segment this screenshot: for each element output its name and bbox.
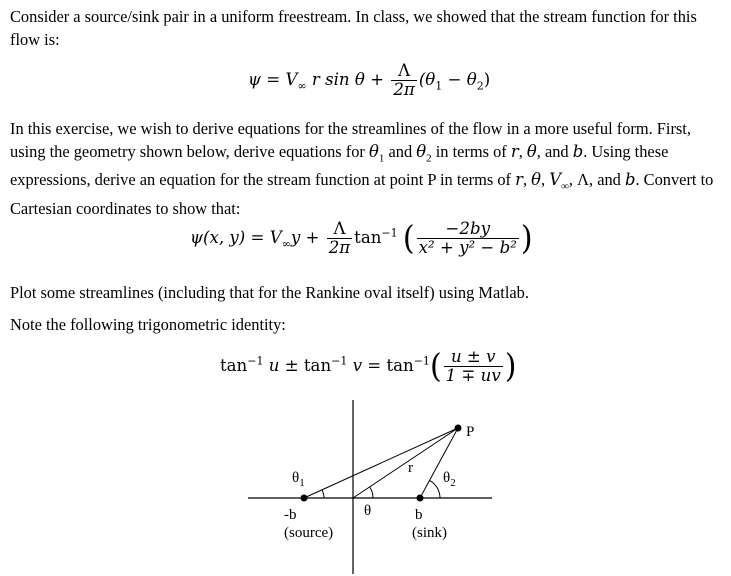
- p2-theta2: θ: [416, 141, 427, 161]
- eq1-mid: r sin θ +: [311, 70, 385, 89]
- p2-part1: In this exercise, we wish to derive equations for the streamlines of the flow in a more useful form. First, using the geometry shown below, derive equations for: [10, 119, 691, 161]
- p2-inf: ∞: [561, 180, 569, 193]
- source-to-p-line: [304, 428, 458, 498]
- eq1-minus: − θ: [442, 70, 477, 89]
- theta2-arc: [430, 480, 441, 498]
- label-minus-b: -b: [284, 507, 297, 523]
- stream-function-equation: [248, 62, 490, 99]
- eq3-rparen: ): [504, 346, 517, 386]
- source-sink-geometry-diagram: [240, 398, 500, 574]
- eq3-num: u ± v: [450, 347, 496, 366]
- p2-comma1: ,: [518, 141, 527, 161]
- eq2-num: Λ: [333, 219, 346, 238]
- p2-r: r: [510, 141, 519, 161]
- source-point: [301, 495, 308, 502]
- sink-point: [417, 495, 424, 502]
- p2-comma3: ,: [541, 170, 550, 190]
- eq2-sub-inf: ∞: [281, 237, 291, 251]
- point-p: [455, 425, 462, 432]
- eq2-tan: tan: [354, 228, 382, 247]
- label-theta1-sub: 1: [299, 477, 305, 489]
- eq2-y: y +: [290, 228, 320, 247]
- eq2-lhs: ψ(x, y) = V: [190, 228, 282, 247]
- eq1-sub-inf: ∞: [297, 79, 307, 93]
- p2-lambda: , Λ, and: [568, 170, 625, 190]
- p2-part3: . Using these expressions, derive an equation for the stream function at point P in terms of: [10, 141, 669, 190]
- eq3-tan1: tan: [220, 356, 248, 375]
- eq3-tan2: tan: [303, 356, 332, 375]
- eq2-lparen: (: [402, 218, 415, 258]
- eq2-inner-num: −2by: [445, 219, 490, 238]
- p2-b2: b: [624, 170, 636, 190]
- eq3-den: 1 ∓ uv: [445, 366, 501, 385]
- p2-theta3: θ: [531, 170, 542, 190]
- p2-part2: in terms of: [431, 141, 511, 161]
- eq1-fraction: [391, 62, 416, 99]
- eq1-close: ): [483, 70, 491, 89]
- p2-b: b: [572, 141, 584, 161]
- eq3-sup1: −1: [247, 354, 264, 368]
- theta1-arc: [322, 490, 324, 498]
- p2-and2: , and: [536, 141, 573, 161]
- eq1-lhs: ψ = V: [248, 70, 298, 89]
- eq3-u: u ±: [263, 356, 304, 375]
- eq2-inner-den: x² + y² − b²: [418, 238, 517, 257]
- label-sink: (sink): [412, 525, 447, 541]
- eq3-sup2: −1: [331, 354, 348, 368]
- trig-identity-equation: [220, 348, 516, 385]
- p2-part4: . Convert to Cartesian coordinates to show that:: [10, 170, 714, 219]
- label-theta1-symbol: θ: [292, 470, 300, 486]
- label-theta1: [292, 470, 305, 489]
- eq1-sub1: 1: [435, 79, 443, 93]
- origin-to-p-line: [353, 428, 458, 498]
- label-theta2-sub: 2: [450, 477, 456, 489]
- intro-paragraph: Consider a source/sink pair in a uniform freestream. In class, we showed that the stream function for this flow is:: [10, 7, 697, 49]
- p2-V: V: [549, 170, 562, 190]
- label-theta2-symbol: θ: [443, 470, 451, 486]
- p2-r2: r: [515, 170, 523, 190]
- eq3-v: v =: [347, 356, 387, 375]
- p2-comma2: ,: [522, 170, 532, 190]
- label-theta: θ: [364, 503, 372, 519]
- theta-arc: [370, 487, 373, 498]
- eq1-num: Λ: [398, 61, 411, 80]
- eq2-rparen: ): [520, 218, 533, 258]
- eq3-fraction: [444, 348, 503, 385]
- eq2-den: 2π: [328, 238, 351, 257]
- p2-and1: and: [384, 141, 417, 161]
- label-theta2: [443, 470, 456, 489]
- eq2-inner-fraction: [417, 220, 519, 257]
- label-source: (source): [284, 525, 334, 541]
- eq3-sup3: −1: [413, 354, 430, 368]
- eq2-sup: −1: [381, 226, 398, 240]
- eq1-rhs: (θ: [418, 70, 436, 89]
- exercise-paragraph: In this exercise, we wish to derive equations for the streamlines of the flow in a more useful form. First, using the geometry shown below, derive equations for $\theta_1$ and $\theta_2$ in terms of r, θ, and b. Using these expressions, derive an equation for the stream function at point P in terms of r, θ, $V_\infty$, Λ, and b. Convert to Cartesian coordinates to show that:: [10, 119, 714, 219]
- label-p: P: [466, 424, 475, 440]
- label-r: r: [408, 460, 413, 476]
- label-b: b: [415, 507, 423, 523]
- cartesian-stream-function-equation: [190, 220, 533, 257]
- identity-paragraph: Note the following trigonometric identity:: [10, 315, 286, 334]
- eq2-fraction: [327, 220, 352, 257]
- p2-theta: θ: [526, 141, 537, 161]
- eq1-sub2: 2: [476, 79, 484, 93]
- plot-paragraph: Plot some streamlines (including that for the Rankine oval itself) using Matlab.: [10, 283, 529, 302]
- eq3-lparen: (: [429, 346, 442, 386]
- p2-theta1: θ: [369, 141, 379, 161]
- eq1-den: 2π: [393, 80, 415, 99]
- eq3-tan3: tan: [386, 356, 414, 375]
